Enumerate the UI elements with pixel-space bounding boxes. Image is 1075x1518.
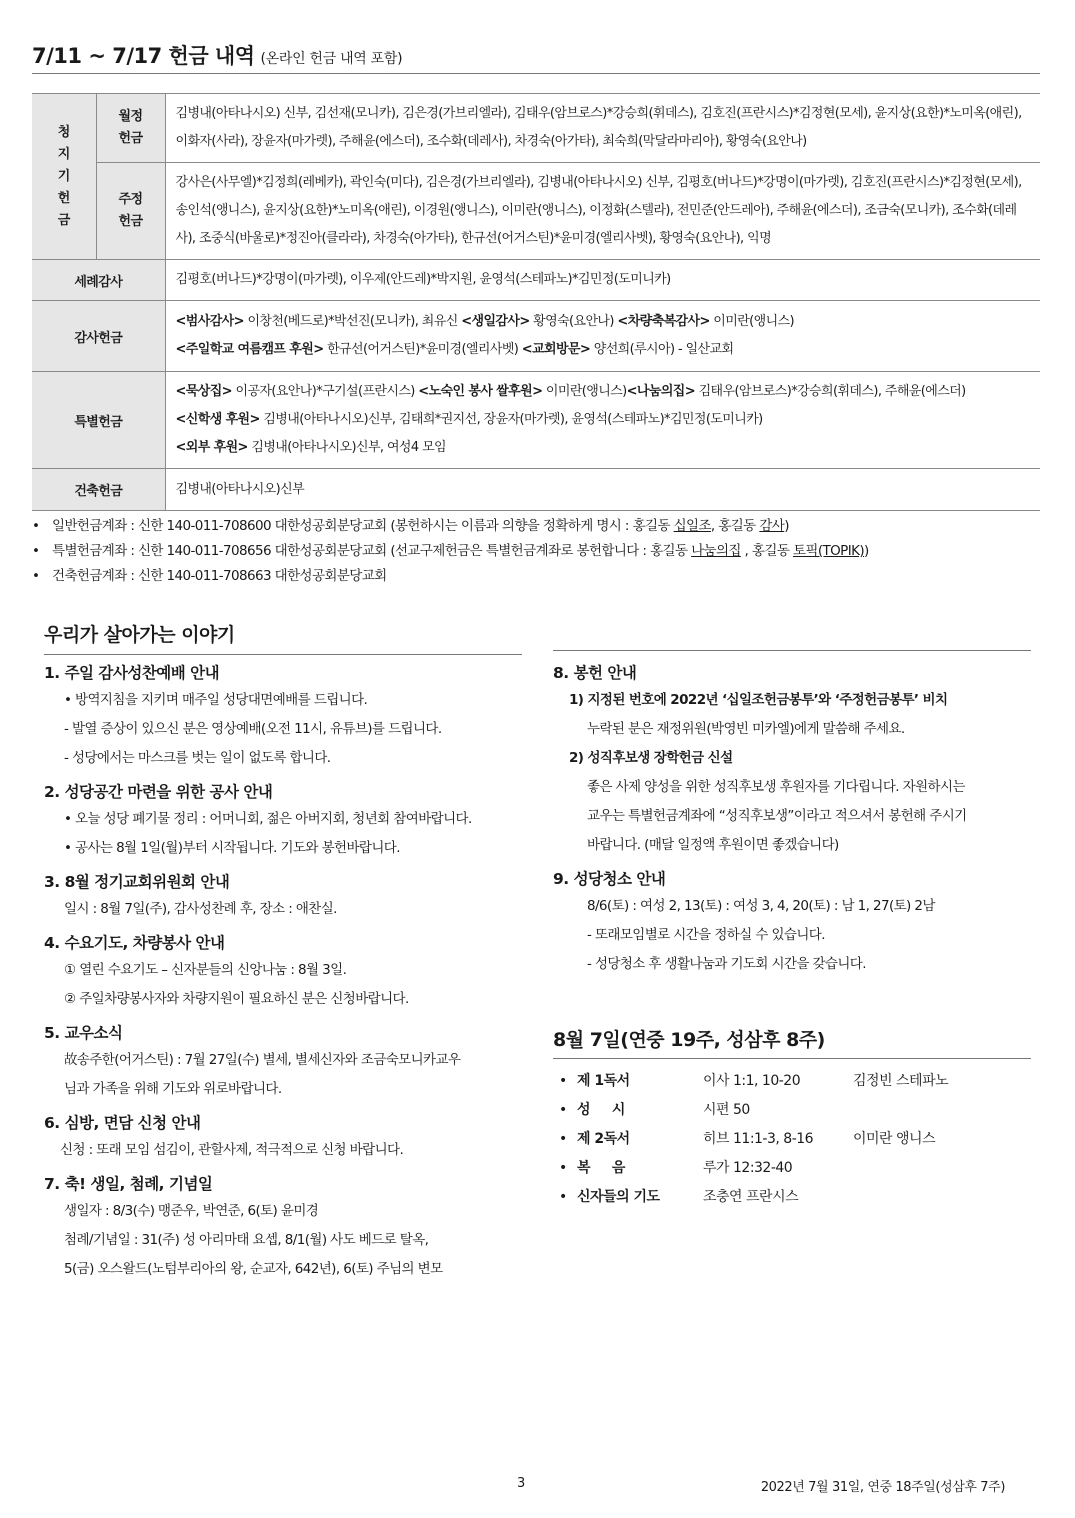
weekly-label-line: 헌금 [118,214,143,229]
item-line: • 오늘 성당 폐기물 정리 : 어머니회, 젊은 아버지회, 청년회 참여바랍니다. [64,811,472,827]
item-line: • 공사는 8월 1일(월)부터 시작됩니다. 기도와 봉헌바랍니다. [64,840,400,856]
special-tag: <신학생 후원> [175,412,260,427]
special-line [176,406,1031,434]
item-title: 7. 축! 생일, 첨례, 기념일 [44,1175,213,1193]
item-line: 첨례/기념일 : 31(주) 성 아리마태 요셉, 8/1(월) 사도 베드로 탈옥, [64,1232,429,1248]
baptism-label: 세례감사 [32,260,165,301]
story-item-5 [44,1020,534,1104]
tithe-char: 청 [57,124,70,140]
special-label: 특별헌금 [32,372,165,469]
item-line: - 성당에서는 마스크를 벗는 일이 없도록 합니다. [64,750,331,766]
bank-accounts [32,514,1040,589]
bank-special [32,539,1040,564]
special-line [176,434,1031,462]
bank-general-thanks: 감사 [759,518,785,534]
item-title: 5. 교우소식 [44,1024,123,1042]
item-subtitle: 1) 지정된 번호에 2022년 ‘십일조헌금봉투’와 ‘주정헌금봉투’ 비치 [569,692,948,708]
story-item-8 [553,660,1043,860]
reading-row [553,1096,1031,1125]
story-item-6 [44,1110,534,1165]
item-line: 님과 가족을 위해 기도와 위로바랍니다. [64,1081,282,1097]
right-divider [553,650,1031,651]
thanks-row [32,301,1040,372]
story-item-1 [44,660,534,773]
header-subtitle: (온라인 헌금 내역 포함) [260,51,403,67]
special-text: 김태우(암브로스)*강승희(휘데스), 주해윤(에스더) [695,384,966,399]
thanks-line [176,336,1031,364]
thanks-donors [165,301,1040,372]
bank-building-text: 건축헌금계좌 : 신한 140-011-708663 대한성공회분당교회 [52,568,387,584]
item-line: 5(금) 오스왈드(노텀부리아의 왕, 순교자, 642년), 6(토) 주님의 변모 [64,1261,443,1277]
item-line: - 또래모임별로 시간을 정하실 수 있습니다. [587,927,825,943]
reading-label: 제 2독서 [577,1131,630,1147]
special-text: 김병내(아타나시오)신부, 김태희*권지선, 장윤자(마가렛), 윤영석(스테파노)*김민정(도미니카) [259,412,763,427]
bank-special-text: 특별헌금계좌 : 신한 140-011-708656 대한성공회분당교회 (선교구제헌금은 특별헌금계좌로 봉헌합니다 : 홍길동 [52,543,692,559]
item-title: 6. 심방, 면담 신청 안내 [44,1114,201,1132]
bullet-icon: • [559,1160,567,1176]
readings-title: 8월 7일(연중 19주, 성삼후 8주) [553,1025,1031,1059]
weekly-label [96,163,165,260]
item-subtitle: 2) 성직후보생 장학헌금 신설 [569,750,733,766]
monthly-label-line: 월정 [118,109,143,124]
tithe-category [32,94,96,260]
building-label: 건축헌금 [32,469,165,511]
tithe-char: 기 [57,168,70,184]
story-title: 우리가 살아가는 이야기 [44,620,522,655]
page-number: 3 [517,1476,525,1491]
special-donors [165,372,1040,469]
bank-special-end: ) [864,543,869,559]
thanks-tag: <생일감사> [461,314,530,329]
bank-general-text: 일반헌금계좌 : 신한 140-011-708600 대한성공회분당교회 (봉헌하시는 이름과 의향을 정확하게 명시 : 홍길동 [52,518,674,534]
reading-label: 제 1독서 [577,1073,630,1089]
bank-special-topik: 토픽(TOPIK) [792,543,865,559]
header-title: 7/11 ~ 7/17 헌금 내역 [32,44,255,68]
thanks-text: 황영숙(요안나) [529,314,618,329]
reading-reader [853,1154,1003,1183]
bullet-icon: • [559,1073,567,1089]
bank-general-end: ) [784,518,789,534]
thanks-tag: <교회방문> [521,342,591,357]
baptism-donors: 김평호(버나드)*강명이(마가렛), 이우제(안드레)*박지원, 윤영석(스테파노)*김민정(도미니카) [165,260,1040,301]
item-title: 2. 성당공간 마련을 위한 공사 안내 [44,783,273,801]
special-text: 김병내(아타나시오)신부, 여성4 모임 [247,440,446,455]
story-item-7 [44,1171,534,1284]
thanks-tag: <차량축복감사> [617,314,710,329]
reading-ref: 히브 11:1-3, 8-16 [703,1131,814,1147]
building-donors: 김병내(아타나시오)신부 [165,469,1040,511]
special-tag: <노숙인 봉사 쌀후원> [418,384,543,399]
bullet-icon: • [559,1189,567,1205]
reading-reader: 이미란 앵니스 [853,1131,936,1147]
item-title: 9. 성당청소 안내 [553,870,666,888]
reading-label: 신자들의 기도 [577,1189,660,1205]
item-line: 바랍니다. (매달 일정액 후원이면 좋겠습니다) [587,837,839,853]
weekly-label-line: 주정 [118,192,143,207]
bullet-icon: • [559,1102,567,1118]
item-title: 3. 8월 정기교회위원회 안내 [44,873,230,891]
monthly-label-line: 헌금 [118,131,143,146]
readings-section [553,1025,1031,1212]
bank-general-mid: , 홍길동 [710,518,760,534]
reading-ref: 조충연 프란시스 [703,1189,799,1205]
item-line: • 방역지침을 지키며 매주일 성당대면예배를 드립니다. [64,692,368,708]
item-line: 좋은 사제 양성을 위한 성직후보생 후원자를 기다립니다. 자원하시는 [587,779,965,795]
bank-special-house: 나눔의집 [691,543,741,559]
special-text: 이공자(요안나)*구기설(프란시스) [231,384,419,399]
monthly-label [96,94,165,163]
reading-label: 성 시 [577,1102,625,1118]
story-item-2 [44,779,534,863]
bank-special-mid: , 홍길동 [740,543,793,559]
footer-date: 2022년 7월 31일, 연중 18주일(성삼후 7주) [760,1480,1005,1495]
item-line: 8/6(토) : 여성 2, 13(토) : 여성 3, 4, 20(토) : 남 1, 27(토) 2남 [587,898,935,914]
thanks-tag: <주일학교 여름캠프 후원> [175,342,324,357]
item-title: 4. 수요기도, 차량봉사 안내 [44,934,225,952]
thanks-text: 이창천(베드로)*박선진(모니카), 최유신 [243,314,462,329]
story-item-3 [44,869,534,924]
thanks-text: 양선희(루시아) - 일산교회 [590,342,734,357]
item-title: 8. 봉헌 안내 [553,664,637,682]
reading-reader: 김정빈 스테파노 [853,1073,949,1089]
special-tag: <나눔의집> [626,384,696,399]
special-text: 이미란(앵니스) [542,384,627,399]
tithe-char: 헌 [57,190,70,206]
item-line: - 발열 증상이 있으신 분은 영상예배(오전 11시, 유튜브)를 드립니다. [64,721,442,737]
story-item-4 [44,930,534,1014]
item-line: 신청 : 또래 모임 섬김이, 관할사제, 적극적으로 신청 바랍니다. [60,1142,404,1158]
bank-general-tithe: 십일조 [673,518,711,534]
special-tag: <외부 후원> [175,440,248,455]
thanks-text: 이미란(앵니스) [709,314,794,329]
reading-ref: 시편 50 [703,1102,750,1118]
story-left-column [44,660,534,1290]
reading-label: 복 음 [577,1160,625,1176]
thanks-line [176,308,1031,336]
special-row [32,372,1040,469]
item-line: ② 주일차량봉사자와 차량지원이 필요하신 분은 신청바랍니다. [64,991,409,1007]
bank-building [32,564,1040,589]
reading-reader [853,1183,1003,1212]
bullet-icon: • [559,1131,567,1147]
tithe-char: 금 [57,212,70,228]
tithe-char: 지 [57,146,70,162]
building-row [32,469,1040,511]
item-line: 누락된 분은 재정위원(박영빈 미카엘)에게 말씀해 주세요. [587,721,905,737]
reading-ref: 루가 12:32-40 [703,1160,793,1176]
special-line [176,378,1031,406]
item-line: 교우는 특별헌금계좌에 “성직후보생”이라고 적으셔서 봉헌해 주시기 [587,808,967,824]
story-right-column [553,660,1043,985]
item-line: 생일자 : 8/3(수) 맹준우, 박연준, 6(토) 윤미경 [64,1203,319,1219]
weekly-donors: 강사은(사무엘)*김정희(레베카), 곽인숙(미다), 김은경(가브리엘라), 김병내(아타나시오) 신부, 김평호(버나드)*강명이(마가렛), 김호진(프란시스)*김정현(모세), 송인석(앵니스), 윤지상(요한)*노미옥(애린), 이경원(앵니스), 이미란(앵니스), 이정화(스텔라), 전민준(안드레아), 주해윤(에스더), 조금숙(모니카), 조수화(데레사), 조중식(바울로)*정진아(클라라), 차경숙(아가타), 한규선(어거스틴)*윤미경(엘리사벳), 황영숙(요안나), 익명 [165,163,1040,260]
reading-ref: 이사 1:1, 10-20 [703,1073,801,1089]
item-line: - 성당청소 후 생활나눔과 기도회 시간을 갖습니다. [587,956,866,972]
monthly-donors: 김병내(아타나시오) 신부, 김선재(모니카), 김은경(가브리엘라), 김태우(암브로스)*강승희(휘데스), 김호진(프란시스)*김정현(모세), 윤지상(요한)*노미옥(애린), 이화자(사라), 장윤자(마가렛), 주해윤(에스더), 조수화(데레사), 차경숙(아가타), 최숙희(막달라마리아), 황영숙(요안나) [165,94,1040,163]
special-tag: <묵상집> [175,384,232,399]
bank-general [32,514,1040,539]
reading-row [553,1183,1031,1212]
weekly-row [32,163,1040,260]
reading-row [553,1125,1031,1154]
thanks-label: 감사헌금 [32,301,165,372]
item-line: 故송주한(어거스틴) : 7월 27일(수) 별세, 별세신자와 조금숙모니카교우 [64,1052,461,1068]
thanks-tag: <범사감사> [175,314,244,329]
item-line: ① 열린 수요기도 – 신자분들의 신앙나눔 : 8월 3일. [64,962,347,978]
item-title: 1. 주일 감사성찬예배 안내 [44,664,220,682]
reading-reader [853,1096,1003,1125]
item-line: 일시 : 8월 7일(주), 감사성찬례 후, 장소 : 애찬실. [64,901,337,917]
story-item-9 [553,866,1043,979]
monthly-row [32,94,1040,163]
offering-table [32,93,1040,511]
reading-row [553,1067,1031,1096]
thanks-text: 한규선(어거스틴)*윤미경(엘리사벳) [323,342,522,357]
baptism-row [32,260,1040,301]
reading-row [553,1154,1031,1183]
page-header [32,40,1040,74]
